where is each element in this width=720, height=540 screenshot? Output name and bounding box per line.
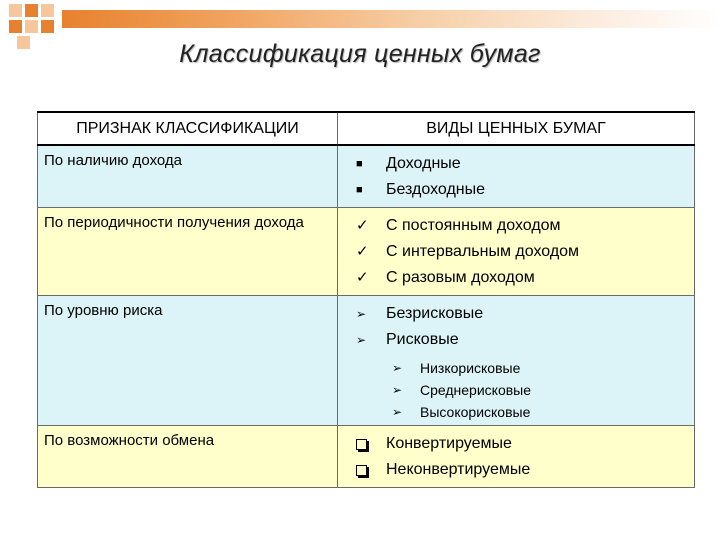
criterion-cell: По уровню риска [38, 296, 338, 426]
sub-list-item: ➢ Высокорисковые [392, 401, 694, 423]
checkmark-icon: ✓ [356, 217, 369, 234]
table-row [38, 208, 695, 296]
arrowhead-icon: ➢ [392, 361, 403, 375]
classification-table [37, 111, 695, 488]
decor-square [9, 4, 22, 17]
decor-square [25, 20, 38, 33]
header-gradient-band [62, 10, 720, 28]
table-row [38, 426, 695, 488]
criterion-cell: По возможности обмена [38, 426, 338, 488]
types-cell [338, 426, 695, 488]
checkmark-icon: ✓ [356, 243, 369, 260]
table-row [38, 296, 695, 426]
checkmark-icon: ✓ [356, 269, 369, 286]
box-bullet-icon [356, 431, 376, 459]
types-cell [338, 145, 695, 208]
decor-square [9, 20, 22, 33]
table-row [38, 145, 695, 208]
types-cell [338, 296, 695, 426]
box-bullet-icon [356, 457, 376, 485]
arrowhead-icon: ➢ [356, 307, 367, 321]
decor-square [41, 20, 54, 33]
types-cell [338, 208, 695, 296]
list-item: ✓ С интервальным доходом [356, 239, 694, 265]
column-header-types: ВИДЫ ЦЕННЫХ БУМАГ [338, 112, 695, 145]
square-bullet-icon: ■ [356, 184, 363, 196]
sub-list-item: ➢ Низкорисковые [392, 357, 694, 379]
arrowhead-icon: ➢ [356, 333, 367, 347]
arrowhead-icon: ➢ [392, 383, 403, 397]
arrowhead-icon: ➢ [392, 405, 403, 419]
list-item: Неконвертируемые [356, 457, 694, 483]
list-item: ✓ С постоянным доходом [356, 213, 694, 239]
sub-list-item: ➢ Среднерисковые [392, 379, 694, 401]
list-item: ■ Доходные [356, 151, 694, 177]
list-item: ➢ Рисковые [356, 327, 694, 353]
list-item: ✓ С разовым доходом [356, 265, 694, 291]
criterion-cell: По периодичности получения дохода [38, 208, 338, 296]
list-item: ➢ Безрисковые [356, 301, 694, 327]
decor-square [41, 4, 54, 17]
list-item: Конвертируемые [356, 431, 694, 457]
decor-square [25, 4, 38, 17]
list-item: ■ Бездоходные [356, 177, 694, 203]
column-header-criterion: ПРИЗНАК КЛАССИФИКАЦИИ [38, 112, 338, 145]
page-title: Классификация ценных бумаг [179, 40, 541, 68]
criterion-cell: По наличию дохода [38, 145, 338, 208]
table-header-row [38, 112, 695, 145]
square-bullet-icon: ■ [356, 158, 363, 170]
